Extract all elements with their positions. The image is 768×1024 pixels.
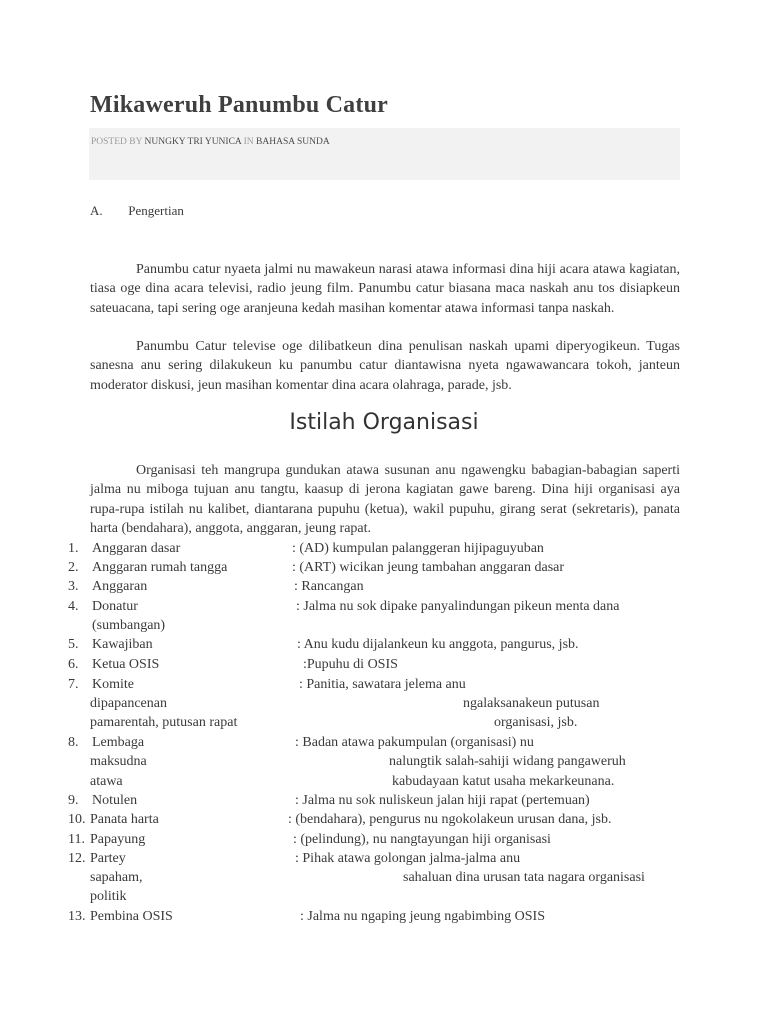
definition: : Badan atawa pakumpulan (organisasi) nu (295, 735, 534, 750)
author-link[interactable]: NUNGKY TRI YUNICA (144, 137, 242, 147)
term: Partey (90, 851, 126, 866)
definition-continuation: sapaham, (90, 870, 143, 885)
definition: : Pihak atawa golongan jalma-jalma anu (295, 851, 521, 866)
paragraph-tasks (90, 337, 680, 395)
term: Notulen (92, 793, 138, 808)
definition: :Pupuhu di OSIS (303, 657, 398, 672)
paragraph-text: Organisasi teh mangrupa gundukan atawa susunan anu ngawengku babagian-babagian saperti jalma nu miboga tujuan anu tangtu, kaasup di jerona kagiatan gawe bareng. Dina hiji organisasi aya rupa-rupa istilah nu kalibet, diantarana pupuhu (ketua), wakil pupuhu, girang serat (sekretaris), panata harta (bendahara), anggota, anggaran, jeung rapat. (90, 463, 680, 536)
list-number: 5. (68, 637, 79, 652)
post-meta (89, 128, 680, 180)
definition-continuation: dipapancenan (90, 696, 167, 711)
section-label: A. (90, 203, 103, 218)
paragraph-definition (90, 260, 680, 318)
term: Anggaran rumah tangga (92, 560, 228, 575)
paragraph-text: Panumbu catur nyaeta jalmi nu mawakeun narasi atawa informasi dina hiji acara atawa kagiatan, tiasa oge dina acara televisi, radio jeung film. Panumbu catur biasana maca naskah anu tos disiapkeun sateuacana, tapi sering oge aranjeuna kedah masihan komentar atawa informasi tanpa naskah. (90, 262, 680, 316)
list-number: 9. (68, 793, 79, 808)
term: Kawajiban (92, 637, 153, 652)
definition: : Panitia, sawatara jelema anu (299, 677, 466, 692)
definition: : (bendahara), pengurus nu ngokolakeun urusan dana, jsb. (288, 812, 612, 827)
definition-continuation: atawa (90, 774, 123, 789)
term: Donatur (92, 599, 138, 614)
list-number: 11. (68, 832, 85, 847)
definition-continuation: nalungtik salah-sahiji widang pangaweruh (389, 754, 626, 769)
list-number: 7. (68, 677, 79, 692)
term: Pembina OSIS (90, 909, 173, 924)
definition-continuation: pamarentah, putusan rapat (90, 715, 238, 730)
list-number: 13. (68, 909, 86, 924)
definition-continuation: kabudayaan katut usaha mekarkeunana. (392, 774, 615, 789)
definition-continuation: ngalaksanakeun putusan (463, 696, 600, 711)
paragraph-text: Panumbu Catur televise oge dilibatkeun dina penulisan naskah upami diperyogikeun. Tugas sanesna anu sering dilakukeun ku panumbu catur diantawisna nyeta ngawawancara tokoh, janteun moderator diskusi, jeun masihan komentar dina acara olahraga, parade, jsb. (90, 339, 680, 393)
term: Komite (92, 677, 134, 692)
list-number: 1. (68, 541, 79, 556)
definition: : Rancangan (294, 579, 364, 594)
section-heading-a (90, 203, 184, 219)
definition-continuation: (sumbangan) (92, 618, 166, 633)
term: Ketua OSIS (92, 657, 160, 672)
term: Anggaran dasar (92, 541, 181, 556)
list-number: 6. (68, 657, 79, 672)
term: Lembaga (92, 735, 145, 750)
in-label: IN (243, 137, 254, 147)
article-title: Mikaweruh Panumbu Catur (90, 92, 388, 118)
definition: : Jalma nu sok dipake panyalindungan pikeun menta dana (296, 599, 620, 614)
list-number: 12. (68, 851, 86, 866)
section-heading-istilah: Istilah Organisasi (289, 410, 479, 435)
definition: : Jalma nu sok nuliskeun jalan hiji rapat (pertemuan) (295, 793, 590, 808)
term: Papayung (90, 832, 146, 847)
definition: : Anu kudu dijalankeun ku anggota, pangurus, jsb. (297, 637, 579, 652)
term: Anggaran (92, 579, 148, 594)
definition: : Jalma nu ngaping jeung ngabimbing OSIS (300, 909, 545, 924)
definition-continuation: maksudna (90, 754, 147, 769)
category-link[interactable]: BAHASA SUNDA (256, 137, 330, 147)
definition-continuation: politik (90, 889, 127, 904)
definition-continuation: sahaluan dina urusan tata nagara organisasi (403, 870, 645, 885)
definition: : (AD) kumpulan palanggeran hijipaguyuban (292, 541, 544, 556)
definition: : (pelindung), nu nangtayungan hiji organisasi (293, 832, 551, 847)
list-number: 3. (68, 579, 79, 594)
definition: : (ART) wicikan jeung tambahan anggaran dasar (292, 560, 565, 575)
paragraph-organisasi (90, 461, 680, 538)
definition-continuation: organisasi, jsb. (494, 715, 578, 730)
list-number: 4. (68, 599, 79, 614)
term: Panata harta (90, 812, 159, 827)
list-number: 10. (68, 812, 86, 827)
section-title: Pengertian (128, 203, 184, 218)
list-number: 2. (68, 560, 79, 575)
posted-by-label: POSTED BY (91, 137, 143, 147)
list-number: 8. (68, 735, 79, 750)
